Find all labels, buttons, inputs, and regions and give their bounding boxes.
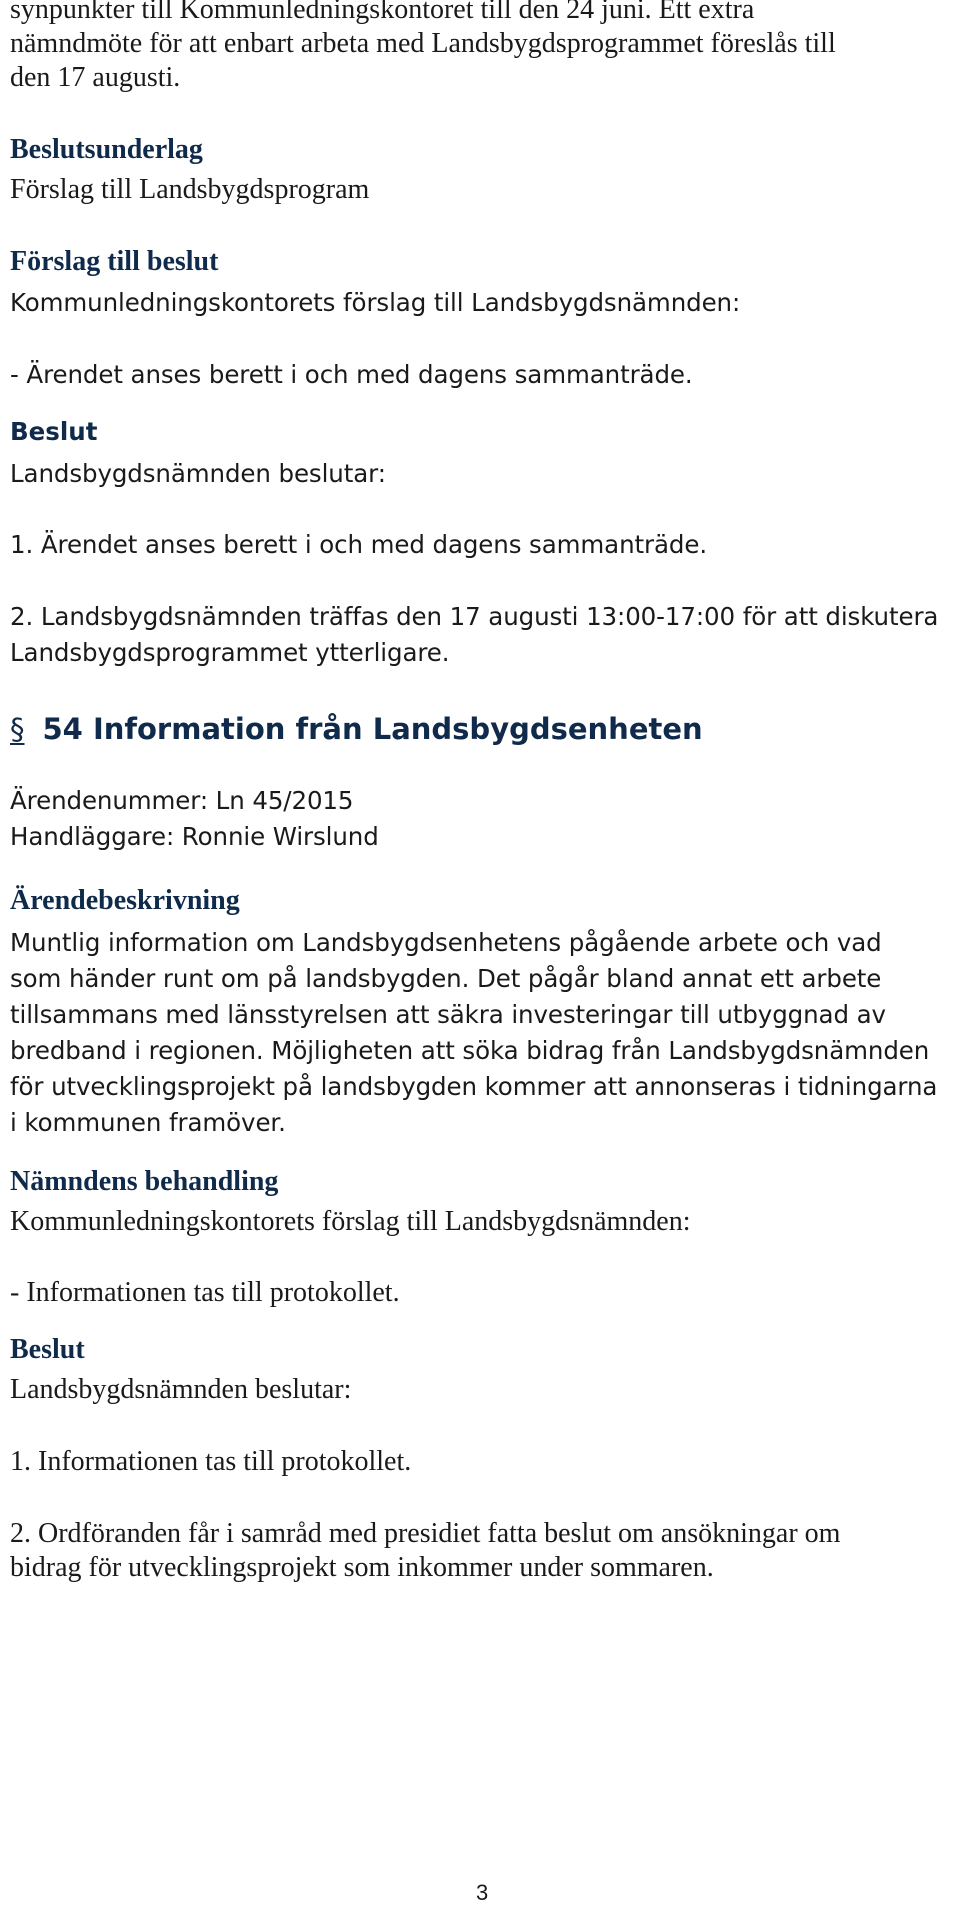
body-text-line: Kommunledningskontorets förslag till Landsbygdsnämnden: [10, 1206, 691, 1237]
list-item: - Ärendet anses berett i och med dagens sammanträde. [10, 360, 693, 389]
list-item: 2. Ordföranden får i samråd med presidiet fatta beslut om ansökningar om [10, 1518, 841, 1549]
body-text-line: nämndmöte för att enbart arbeta med Landsbygdsprogrammet föreslås till [10, 28, 836, 59]
section-heading-arendebeskrivning: Ärendebeskrivning [10, 885, 240, 916]
list-item: 1. Informationen tas till protokollet. [10, 1446, 412, 1477]
section-heading-beslutsunderlag: Beslutsunderlag [10, 134, 203, 165]
body-text-line: bredband i regionen. Möjligheten att söka bidrag från Landsbygdsnämnden [10, 1036, 930, 1065]
section-sign-icon: § [10, 712, 25, 746]
body-text-line: synpunkter till Kommunledningskontoret till den 24 juni. Ett extra [10, 0, 755, 25]
body-text-line: tillsammans med länsstyrelsen att säkra investeringar till utbyggnad av [10, 1000, 886, 1029]
list-item: 2. Landsbygdsnämnden träffas den 17 augusti 13:00-17:00 för att diskutera [10, 602, 939, 631]
paragraph-title: 54 Information från Landsbygdsenheten [42, 712, 703, 746]
section-heading-forslag-till-beslut: Förslag till beslut [10, 246, 219, 277]
body-text-line: den 17 augusti. [10, 62, 181, 93]
body-text-line: Förslag till Landsbygdsprogram [10, 174, 370, 205]
section-heading-beslut: Beslut [10, 1334, 85, 1365]
list-item-continuation: Landsbygdsprogrammet ytterligare. [10, 638, 450, 667]
body-text-line: Muntlig information om Landsbygdsenhetens pågående arbete och vad [10, 928, 882, 957]
section-heading-beslut: Beslut [10, 417, 98, 446]
list-item-continuation: bidrag för utvecklingsprojekt som inkommer under sommaren. [10, 1552, 714, 1583]
page-number: 3 [476, 1880, 489, 1905]
paragraph-heading [10, 712, 703, 746]
body-text-line: Landsbygdsnämnden beslutar: [10, 1374, 352, 1405]
body-text-line: i kommunen framöver. [10, 1108, 286, 1137]
body-text-line: Kommunledningskontorets förslag till Landsbygdsnämnden: [10, 288, 741, 317]
list-item: 1. Ärendet anses berett i och med dagens sammanträde. [10, 530, 708, 559]
case-number: Ärendenummer: Ln 45/2015 [10, 786, 354, 815]
body-text-line: för utvecklingsprojekt på landsbygden kommer att annonseras i tidningarna [10, 1072, 938, 1101]
case-officer: Handläggare: Ronnie Wirslund [10, 822, 379, 851]
body-text-line: som händer runt om på landsbygden. Det pågår bland annat ett arbete [10, 964, 882, 993]
list-item: - Informationen tas till protokollet. [10, 1277, 400, 1308]
section-heading-namndens-behandling: Nämndens behandling [10, 1166, 279, 1197]
body-text-line: Landsbygdsnämnden beslutar: [10, 459, 386, 488]
